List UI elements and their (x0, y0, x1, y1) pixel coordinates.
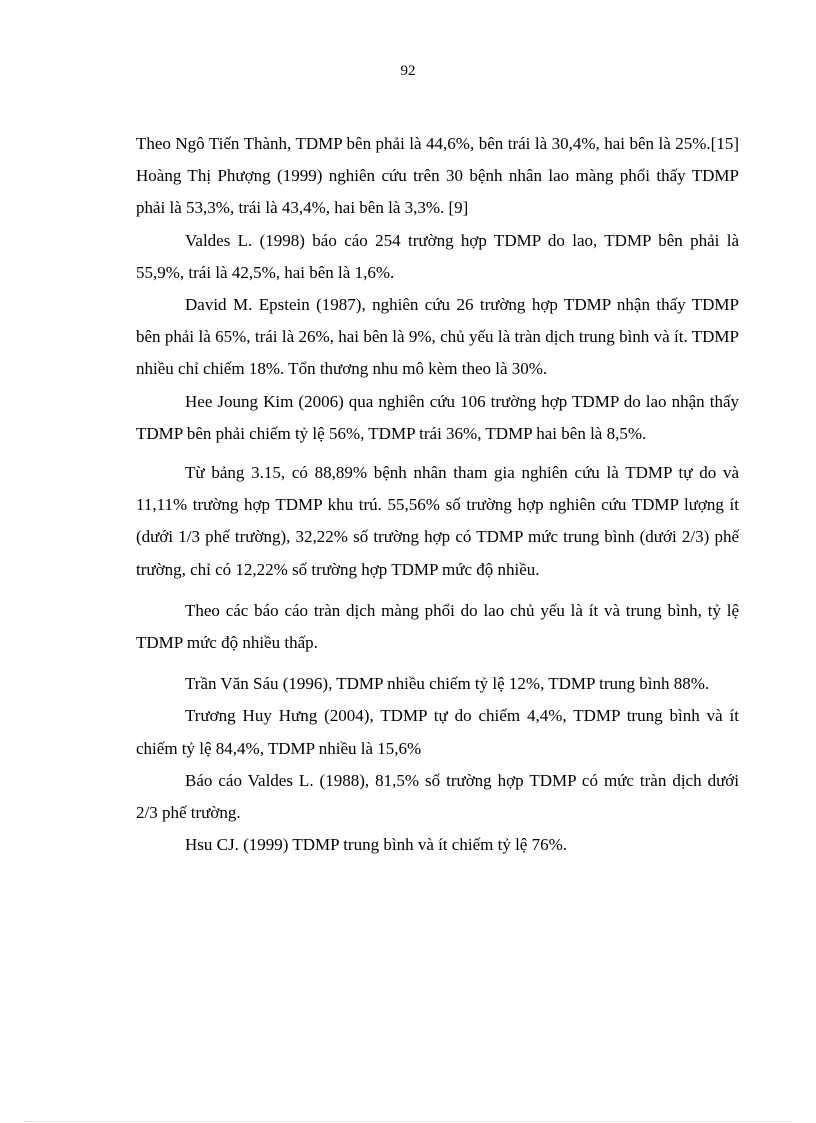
paragraph-david-epstein: David M. Epstein (1987), nghiên cứu 26 trường hợp TDMP nhận thấy TDMP bên phải là 65%, trái là 26%, hai bên là 9%, chủ yếu là tràn dịch trung bình và ít. TDMP nhiều chỉ chiếm 18%. Tổn thương nhu mô kèm theo là 30%. (136, 295, 739, 379)
page-bottom-divider (24, 1121, 792, 1122)
paragraph-tran-van-sau: Trần Văn Sáu (1996), TDMP nhiều chiếm tỷ lệ 12%, TDMP trung bình 88%. (185, 674, 710, 694)
paragraph-truong-huy-hung: Trương Huy Hưng (2004), TDMP tự do chiếm 4,4%, TDMP trung bình và ít chiếm tỷ lệ 84,4%, TDMP nhiều là 15,6% (136, 706, 739, 758)
paragraph-bang-3-15: Từ bảng 3.15, có 88,89% bệnh nhân tham gia nghiên cứu là TDMP tự do và 11,11% trường hợp TDMP khu trú. 55,56% số trường hợp nghiên cứu TDMP lượng ít (dưới 1/3 phế trường), 32,22% số trường hợp có TDMP mức trung bình (dưới 2/3) phế trường, chỉ có 12,22% số trường hợp TDMP mức độ nhiều. (136, 463, 739, 579)
body-text (136, 128, 739, 861)
paragraph-hee-joung-kim: Hee Joung Kim (2006) qua nghiên cứu 106 trường hợp TDMP do lao nhận thấy TDMP bên phải chiếm tỷ lệ 56%, TDMP trái 36%, TDMP hai bên là 8,5%. (136, 391, 739, 443)
paragraph-hsu-cj: Hsu CJ. (1999) TDMP trung bình và ít chiếm tỷ lệ 76%. (185, 835, 568, 855)
paragraph-valdes-1998: Valdes L. (1998) báo cáo 254 trường hợp TDMP do lao, TDMP bên phải là 55,9%, trái là 42,5%, hai bên là 1,6%. (136, 230, 739, 282)
paragraph-valdes-1988: Báo cáo Valdes L. (1988), 81,5% số trường hợp TDMP có mức tràn dịch dưới 2/3 phế trường. (136, 770, 739, 823)
paragraph-theo-cac-bao-cao: Theo các báo cáo tràn dịch màng phổi do lao chủ yếu là ít và trung bình, tỷ lệ TDMP mức độ nhiều thấp. (136, 600, 739, 653)
paragraph-ngo-tien-thanh: Theo Ngô Tiến Thành, TDMP bên phải là 44,6%, bên trái là 30,4%, hai bên là 25%.[15] Hoàng Thị Phượng (1999) nghiên cứu trên 30 bệnh nhân lao màng phổi thấy TDMP phải là 53,3%, trái là 43,4%, hai bên là 3,3%. [9] (136, 134, 739, 218)
page-number: 92 (400, 63, 416, 79)
